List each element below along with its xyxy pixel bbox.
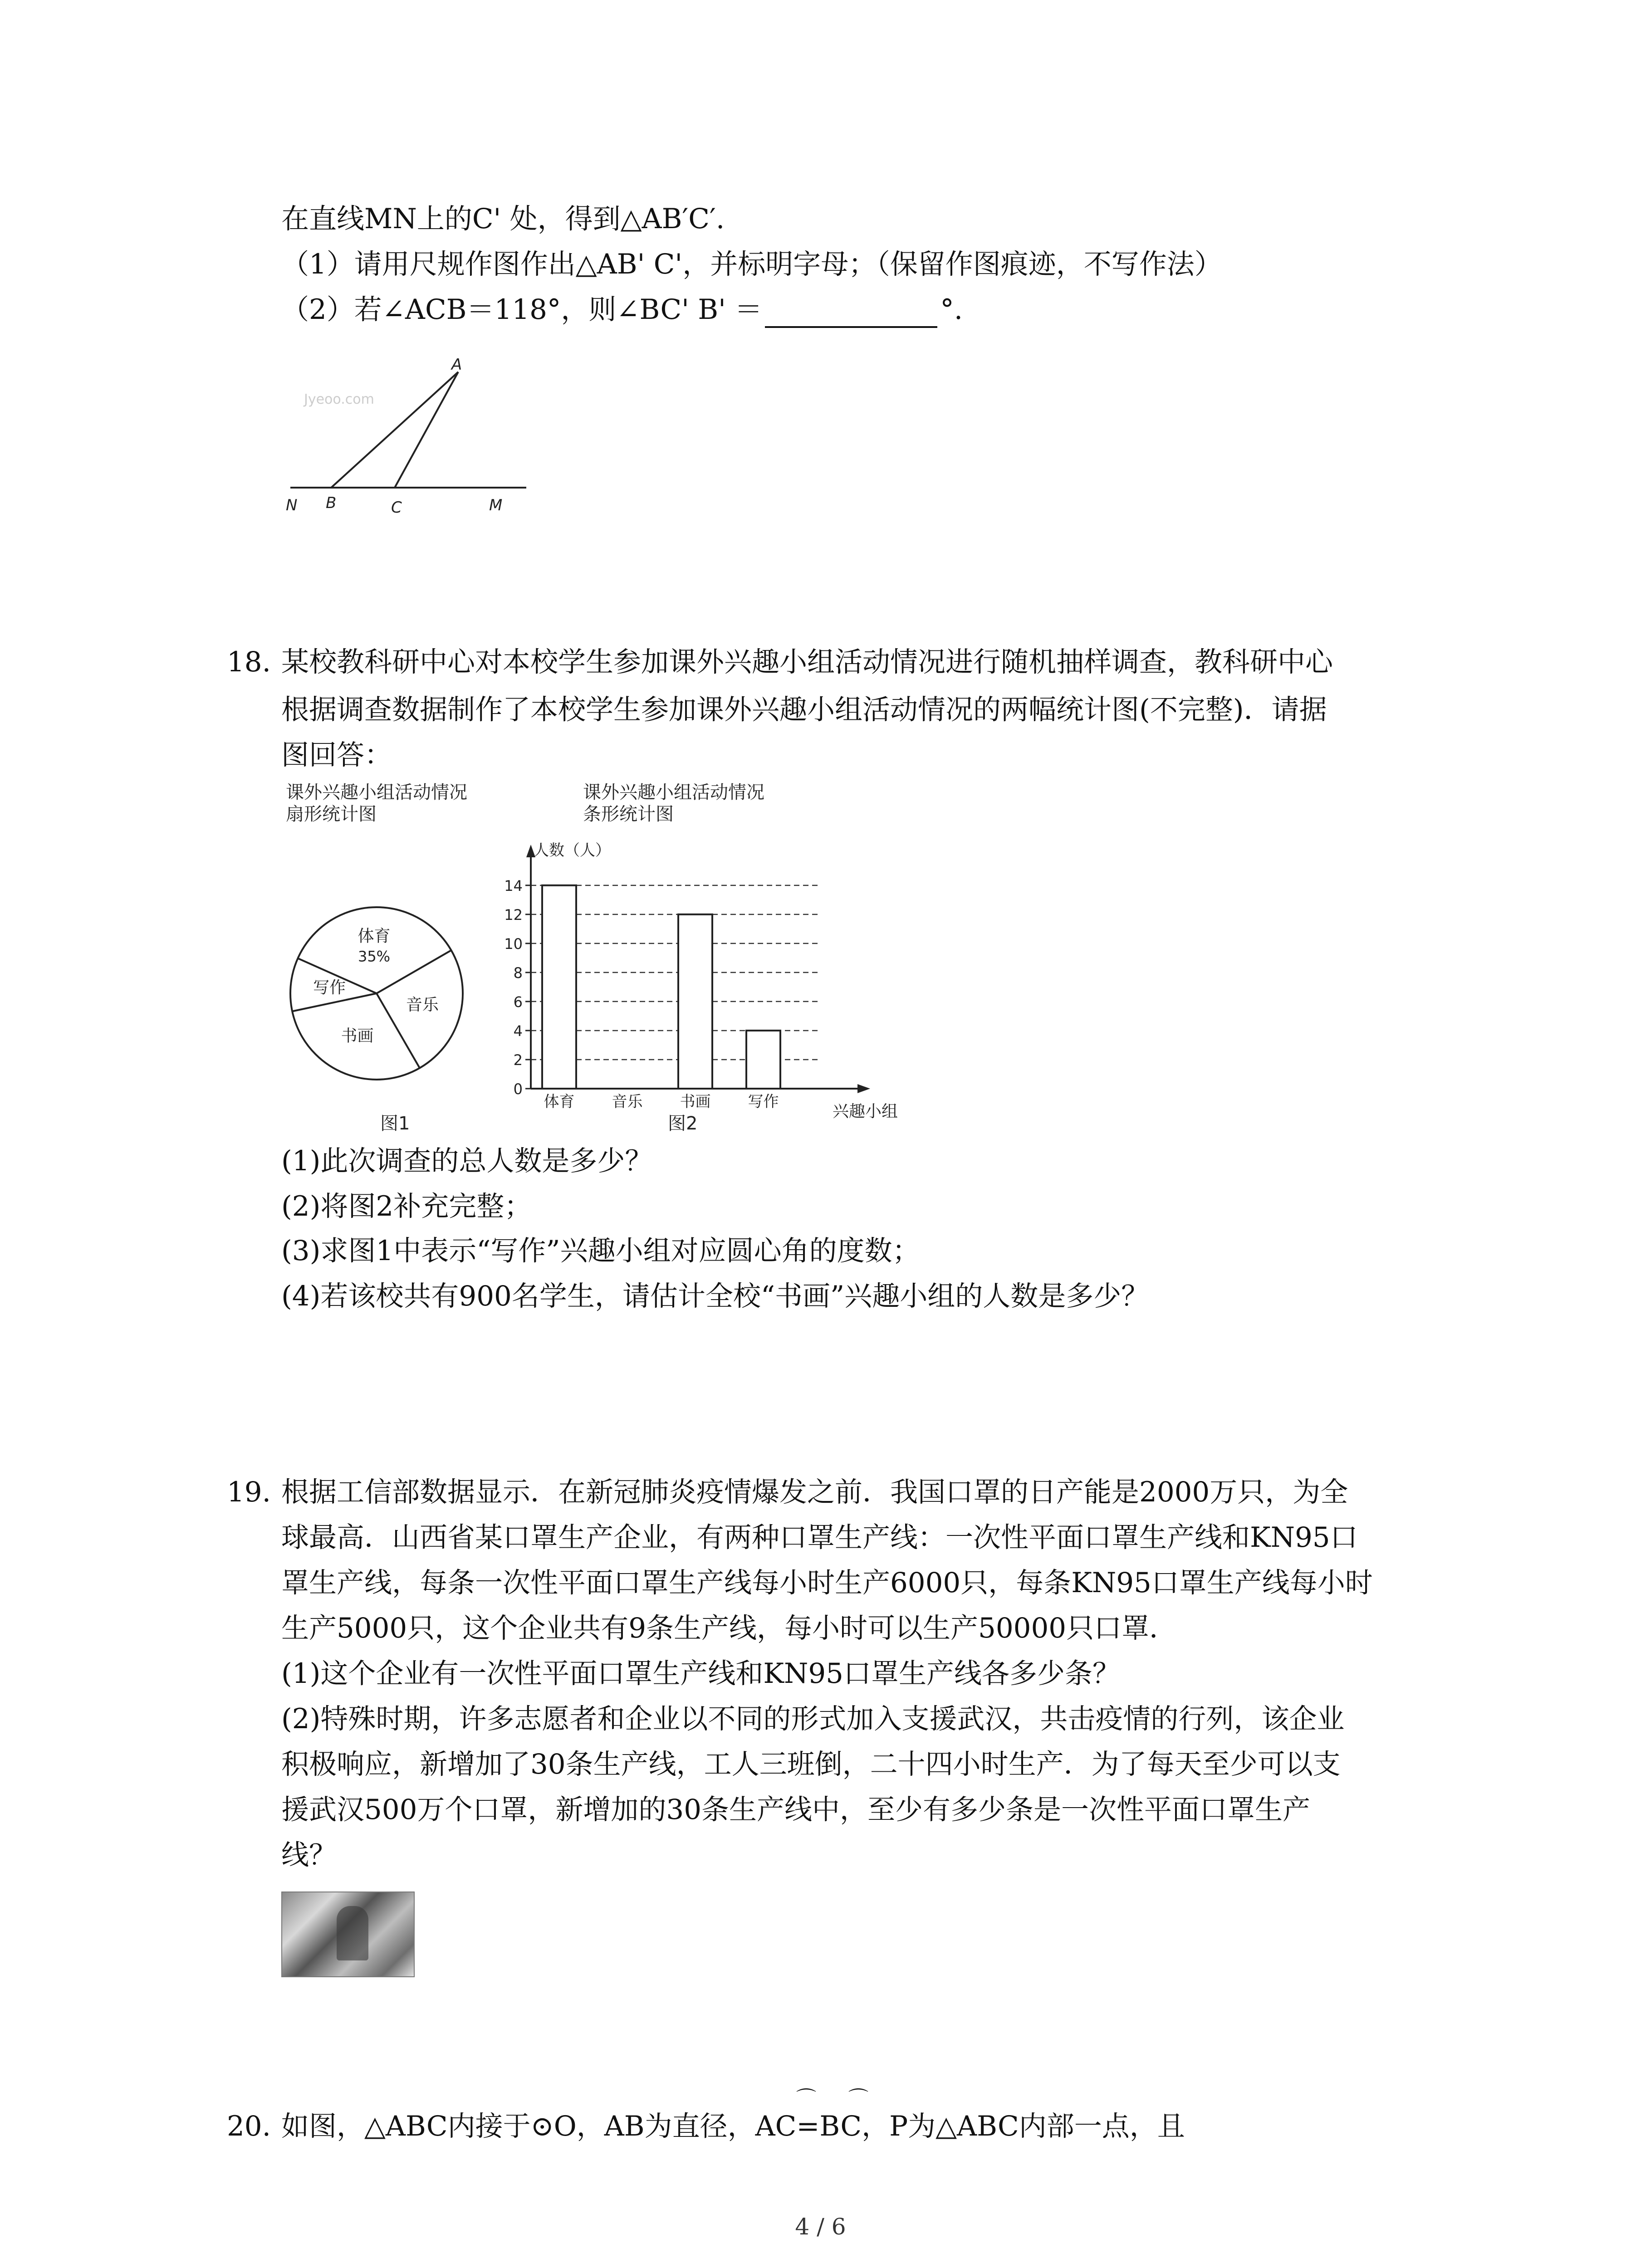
q19-line5: (1)这个企业有一次性平面口罩生产线和KN95口罩生产线各多少条？	[281, 1657, 1120, 1690]
x-category-label: 书画	[680, 1093, 711, 1111]
y-tick-label: 4	[513, 1022, 523, 1040]
q18-sub1: (1)此次调查的总人数是多少？	[281, 1145, 653, 1177]
q17-part2-text: （2）若∠ACB＝118°，则∠BC' B' ＝	[281, 293, 763, 326]
q19-number: 19.	[227, 1476, 271, 1508]
pie-slice-label: 书画	[341, 1026, 374, 1046]
bar	[542, 885, 576, 1089]
y-tick-label: 14	[504, 877, 523, 894]
y-tick-label: 2	[513, 1051, 523, 1069]
y-tick-label: 6	[513, 993, 523, 1011]
fig1-caption: 图1	[380, 1113, 410, 1134]
y-axis-label: 人数（人）	[534, 841, 611, 860]
q18-number: 18.	[227, 646, 271, 678]
q20-number: 20.	[227, 2110, 271, 2142]
figure-watermark: Jyeoo.com	[304, 391, 374, 407]
bar	[746, 1031, 780, 1089]
pie-title-1: 课外兴趣小组活动情况	[286, 782, 467, 803]
label-B: B	[326, 494, 337, 512]
q18-text2: 根据调查数据制作了本校学生参加课外兴趣小组活动情况的两幅统计图(不完整)．请据	[281, 694, 1327, 726]
q19-line7: 积极响应，新增加了30条生产线，工人三班倒，二十四小时生产．为了每天至少可以支	[281, 1748, 1341, 1780]
pie-slice-label: 体育	[358, 927, 391, 946]
q19-line2: 球最高．山西省某口罩生产企业，有两种口罩生产线：一次性平面口罩生产线和KN95口	[281, 1521, 1358, 1554]
q19-line1: 根据工信部数据显示．在新冠肺炎疫情爆发之前．我国口罩的日产能是2000万只，为全	[281, 1476, 1348, 1508]
y-tick-label: 0	[513, 1080, 523, 1098]
page-number: 4 / 6	[795, 2214, 846, 2240]
bar	[678, 914, 712, 1089]
q17-part2-degree: °.	[940, 293, 963, 326]
pie-slice-value: 35%	[358, 948, 391, 965]
x-category-label: 写作	[748, 1093, 779, 1111]
y-tick-label: 12	[504, 906, 523, 924]
label-C: C	[391, 499, 402, 517]
label-M: M	[489, 496, 503, 514]
q17-part1: （1）请用尺规作图作出△AB' C'，并标明字母；（保留作图痕迹，不写作法）	[281, 248, 1222, 280]
pie-slice-label: 写作	[313, 978, 346, 997]
triangle-figure	[272, 354, 544, 517]
factory-photo	[281, 1892, 415, 1977]
bar-title-1: 课外兴趣小组活动情况	[583, 782, 764, 803]
q19-line6: (2)特殊时期，许多志愿者和企业以不同的形式加入支援武汉，共击疫情的行列，该企业	[281, 1703, 1345, 1735]
q19-line9: 线？	[281, 1839, 337, 1871]
y-tick-label: 8	[513, 964, 523, 982]
x-axis-arrow	[857, 1084, 870, 1093]
q18-sub4: (4)若该校共有900名学生，请估计全校“书画”兴趣小组的人数是多少？	[281, 1280, 1149, 1312]
label-N: N	[286, 496, 298, 514]
x-axis-label: 兴趣小组	[833, 1102, 898, 1121]
q18-sub3: (3)求图1中表示“写作”兴趣小组对应圆心角的度数；	[281, 1235, 920, 1267]
q19-line4: 生产5000只，这个企业共有9条生产线，每小时可以生产50000只口罩．	[281, 1612, 1177, 1644]
q18-text1: 某校教科研中心对本校学生参加课外兴趣小组活动情况进行随机抽样调查，教科研中心	[281, 646, 1333, 678]
q17-part2	[281, 292, 963, 328]
pie-slice-label: 音乐	[406, 996, 439, 1015]
bar-title-2: 条形统计图	[583, 804, 674, 825]
q18-sub2: (2)将图2补充完整；	[281, 1190, 532, 1222]
pie-chart	[281, 898, 472, 1089]
answer-blank	[765, 298, 937, 328]
arc-mark-bc: ⌒	[848, 2087, 868, 2110]
bar-chart	[490, 839, 916, 1129]
q17-line1: 在直线MN上的C' 处，得到△AB′C′.	[281, 203, 725, 235]
pie-title-2: 扇形统计图	[286, 804, 377, 825]
q18-text3: 图回答：	[281, 739, 392, 771]
q20-text: 如图，△ABC内接于⊙O，AB为直径，AC=BC，P为△ABC内部一点，且	[281, 2110, 1185, 2142]
arc-mark-ac: ⌒	[796, 2087, 816, 2110]
q19-line3: 罩生产线，每条一次性平面口罩生产线每小时生产6000只，每条KN95口罩生产线每小时	[281, 1567, 1373, 1599]
x-category-label: 音乐	[612, 1093, 643, 1111]
fig2-caption: 图2	[668, 1113, 698, 1134]
x-category-label: 体育	[544, 1093, 575, 1111]
y-tick-label: 10	[504, 935, 523, 953]
q19-line8: 援武汉500万个口罩，新增加的30条生产线中，至少有多少条是一次性平面口罩生产	[281, 1794, 1311, 1826]
label-A: A	[451, 356, 462, 374]
